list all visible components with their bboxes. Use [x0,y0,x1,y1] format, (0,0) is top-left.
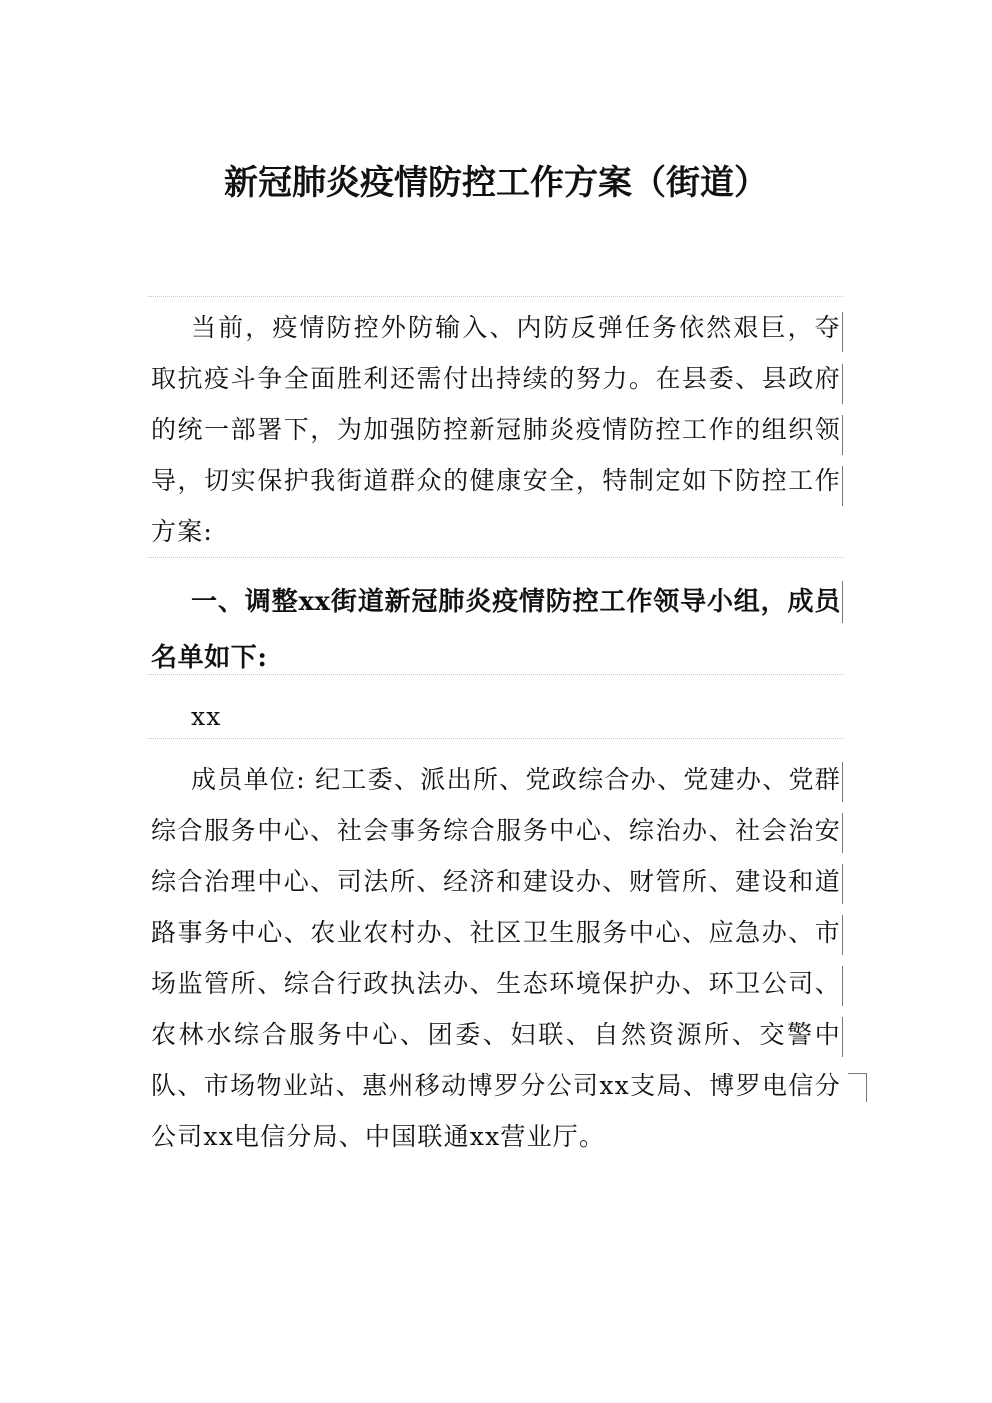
margin-marker [842,466,843,506]
section-divider [148,296,844,297]
section-divider [148,738,844,739]
margin-marker [842,1017,843,1057]
margin-marker [842,581,843,623]
member-units-paragraph: 成员单位: 纪工委、派出所、党政综合办、党建办、党群综合服务中心、社会事务综合服务中心、综治办、社会治安综合治理中心、司法所、经济和建设办、财管所、建设和道路事务中心、农业农村办、社区卫生服务中心、应急办、市场监管所、综合行政执法办、生态环境保护办、环卫公司、农林水综合服务中心、团委、妇联、自然资源所、交警中队、市场物业站、惠州移动博罗分公司xx支局、博罗电信分公司xx电信分局、中国联通xx营业厅。 [151,765,841,1151]
margin-marker [842,762,843,802]
margin-marker [842,864,843,904]
margin-marker [842,915,843,955]
document-title: 新冠肺炎疫情防控工作方案（街道） [224,163,768,203]
margin-marker [842,415,843,455]
margin-marker [842,312,843,352]
leader-name-paragraph: xx [191,702,222,731]
margin-marker [842,364,843,404]
section-divider [148,674,844,675]
margin-marker [842,813,843,853]
section-divider [148,557,844,558]
margin-corner-marker [848,1073,867,1102]
intro-paragraph: 当前，疫情防控外防输入、内防反弹任务依然艰巨，夺取抗疫斗争全面胜利还需付出持续的努力。在县委、县政府的统一部署下，为加强防控新冠肺炎疫情防控工作的组织领导，切实保护我街道群众的健康安全，特制定如下防控工作方案: [151,313,841,546]
margin-marker [842,966,843,1006]
section-heading: 一、调整xx街道新冠肺炎疫情防控工作领导小组，成员名单如下: [151,587,841,673]
